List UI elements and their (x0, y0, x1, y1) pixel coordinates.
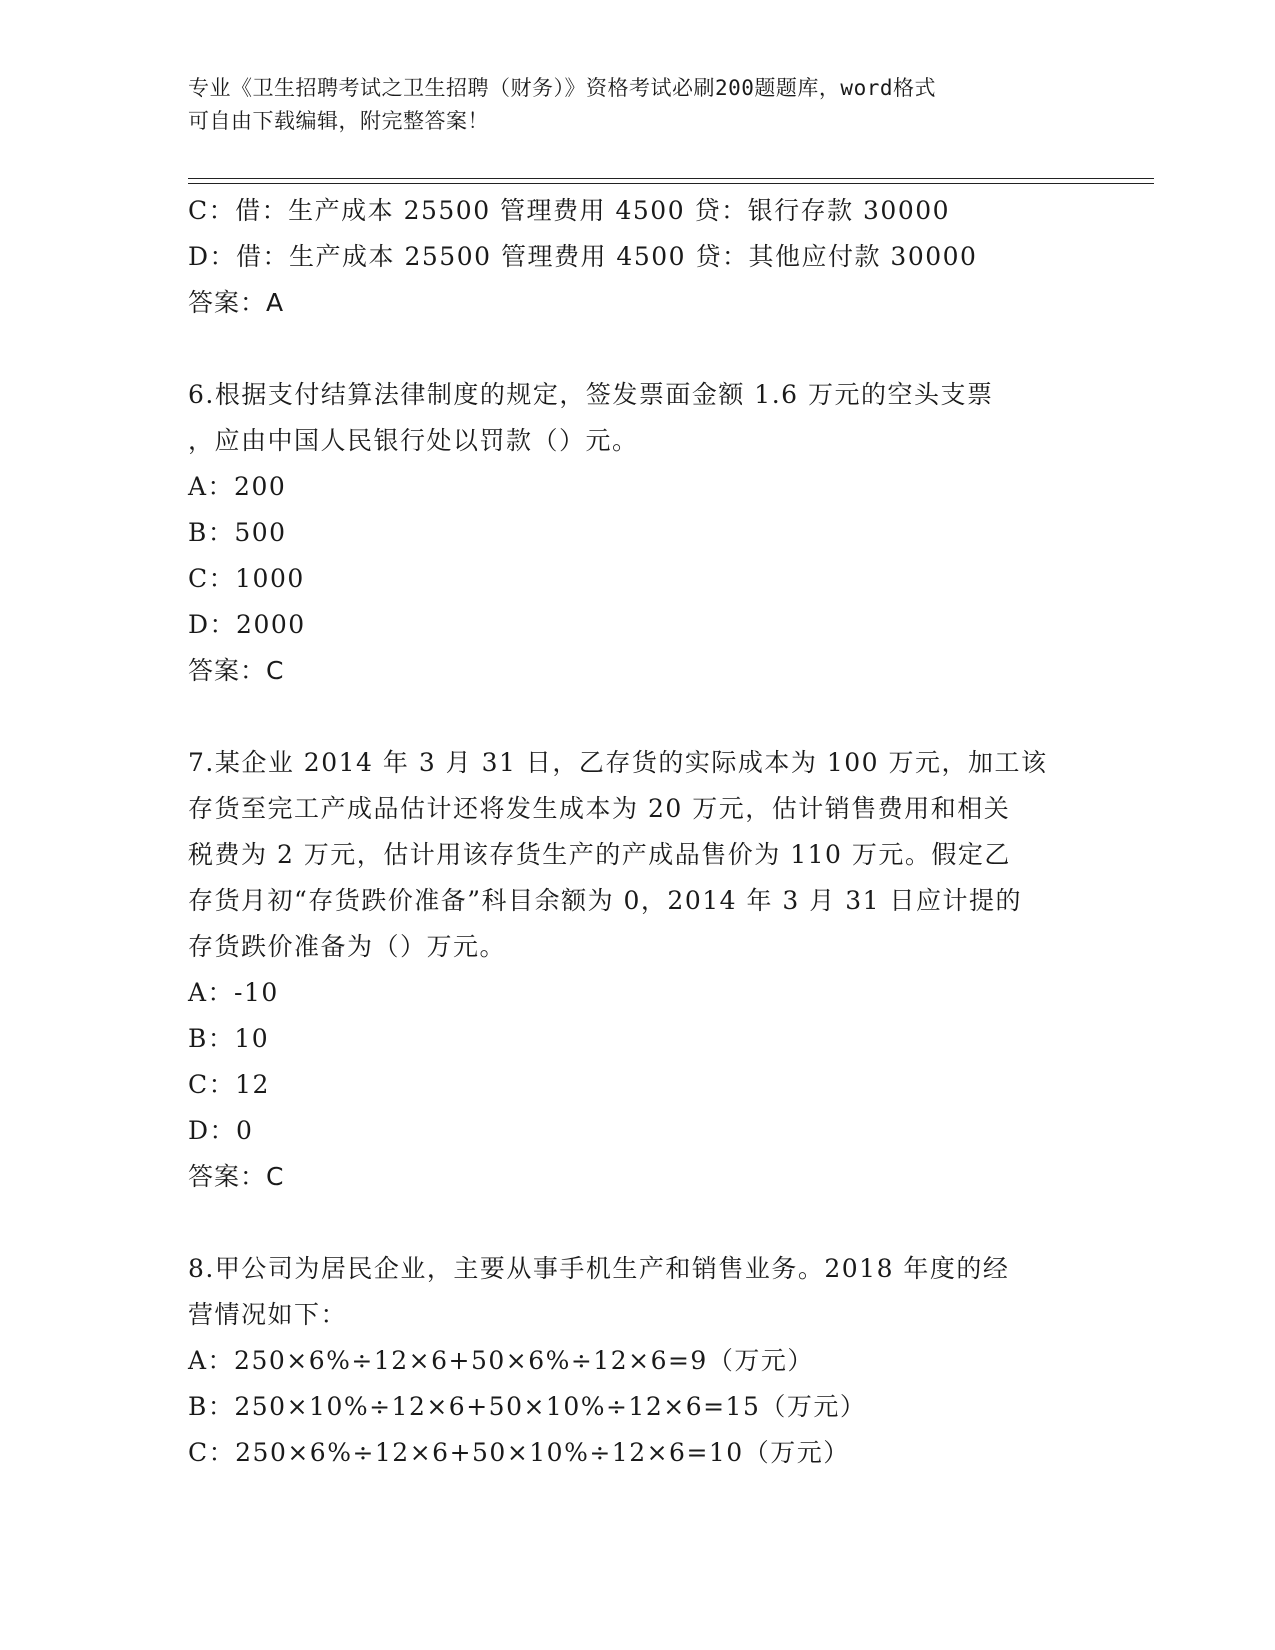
document-body (188, 188, 1108, 1476)
header-title-line-2: 可自由下载编辑，附完整答案！ (188, 109, 489, 133)
question-5-tail (188, 188, 1108, 326)
question-stem-line: 存货至完工产成品估计还将发生成本为 20 万元，估计销售费用和相关 (188, 794, 1011, 823)
option-a: A：-10 (188, 978, 279, 1007)
header-title-line-1: 专业《卫生招聘考试之卫生招聘（财务）》资格考试必刷200题题库，word格式 (188, 76, 936, 100)
answer-line: 答案：C (188, 1162, 285, 1191)
question-stem-line: 税费为 2 万元，估计用该存货生产的产成品售价为 110 万元。假定乙 (188, 840, 1011, 869)
document-header (188, 72, 1088, 138)
option-d: D：0 (188, 1116, 254, 1145)
question-stem-line: ，应由中国人民银行处以罚款（）元。 (188, 426, 639, 455)
spacer (188, 694, 1108, 740)
header-divider-top (188, 178, 1154, 179)
option-c: C：250×6%÷12×6+50×10%÷12×6=10（万元） (188, 1438, 850, 1467)
spacer (188, 326, 1108, 372)
option-d: D：2000 (188, 610, 306, 639)
option-c: C：12 (188, 1070, 270, 1099)
option-a: A：250×6%÷12×6+50×6%÷12×6=9（万元） (188, 1346, 814, 1375)
question-7 (188, 740, 1108, 1200)
header-divider-bottom (188, 183, 1154, 184)
question-stem-line: 存货跌价准备为（）万元。 (188, 932, 507, 961)
question-stem-line: 6.根据支付结算法律制度的规定，签发票面金额 1.6 万元的空头支票 (188, 380, 994, 409)
option-c: C：借：生产成本 25500 管理费用 4500 贷：银行存款 30000 (188, 196, 951, 225)
spacer (188, 1200, 1108, 1246)
option-a: A：200 (188, 472, 287, 501)
option-d: D：借：生产成本 25500 管理费用 4500 贷：其他应付款 30000 (188, 242, 978, 271)
question-8 (188, 1246, 1108, 1476)
answer-line: 答案：C (188, 656, 285, 685)
option-b: B：10 (188, 1024, 270, 1053)
question-stem-line: 8.甲公司为居民企业，主要从事手机生产和销售业务。2018 年度的经 (188, 1254, 1010, 1283)
question-6 (188, 372, 1108, 694)
option-b: B：250×10%÷12×6+50×10%÷12×6=15（万元） (188, 1392, 867, 1421)
question-stem-line: 7.某企业 2014 年 3 月 31 日，乙存货的实际成本为 100 万元，加工该 (188, 748, 1048, 777)
question-stem-line: 存货月初“存货跌价准备”科目余额为 0，2014 年 3 月 31 日应计提的 (188, 886, 1022, 915)
answer-line: 答案：A (188, 288, 285, 317)
question-stem-line: 营情况如下： (188, 1300, 348, 1329)
option-c: C：1000 (188, 564, 305, 593)
option-b: B：500 (188, 518, 287, 547)
